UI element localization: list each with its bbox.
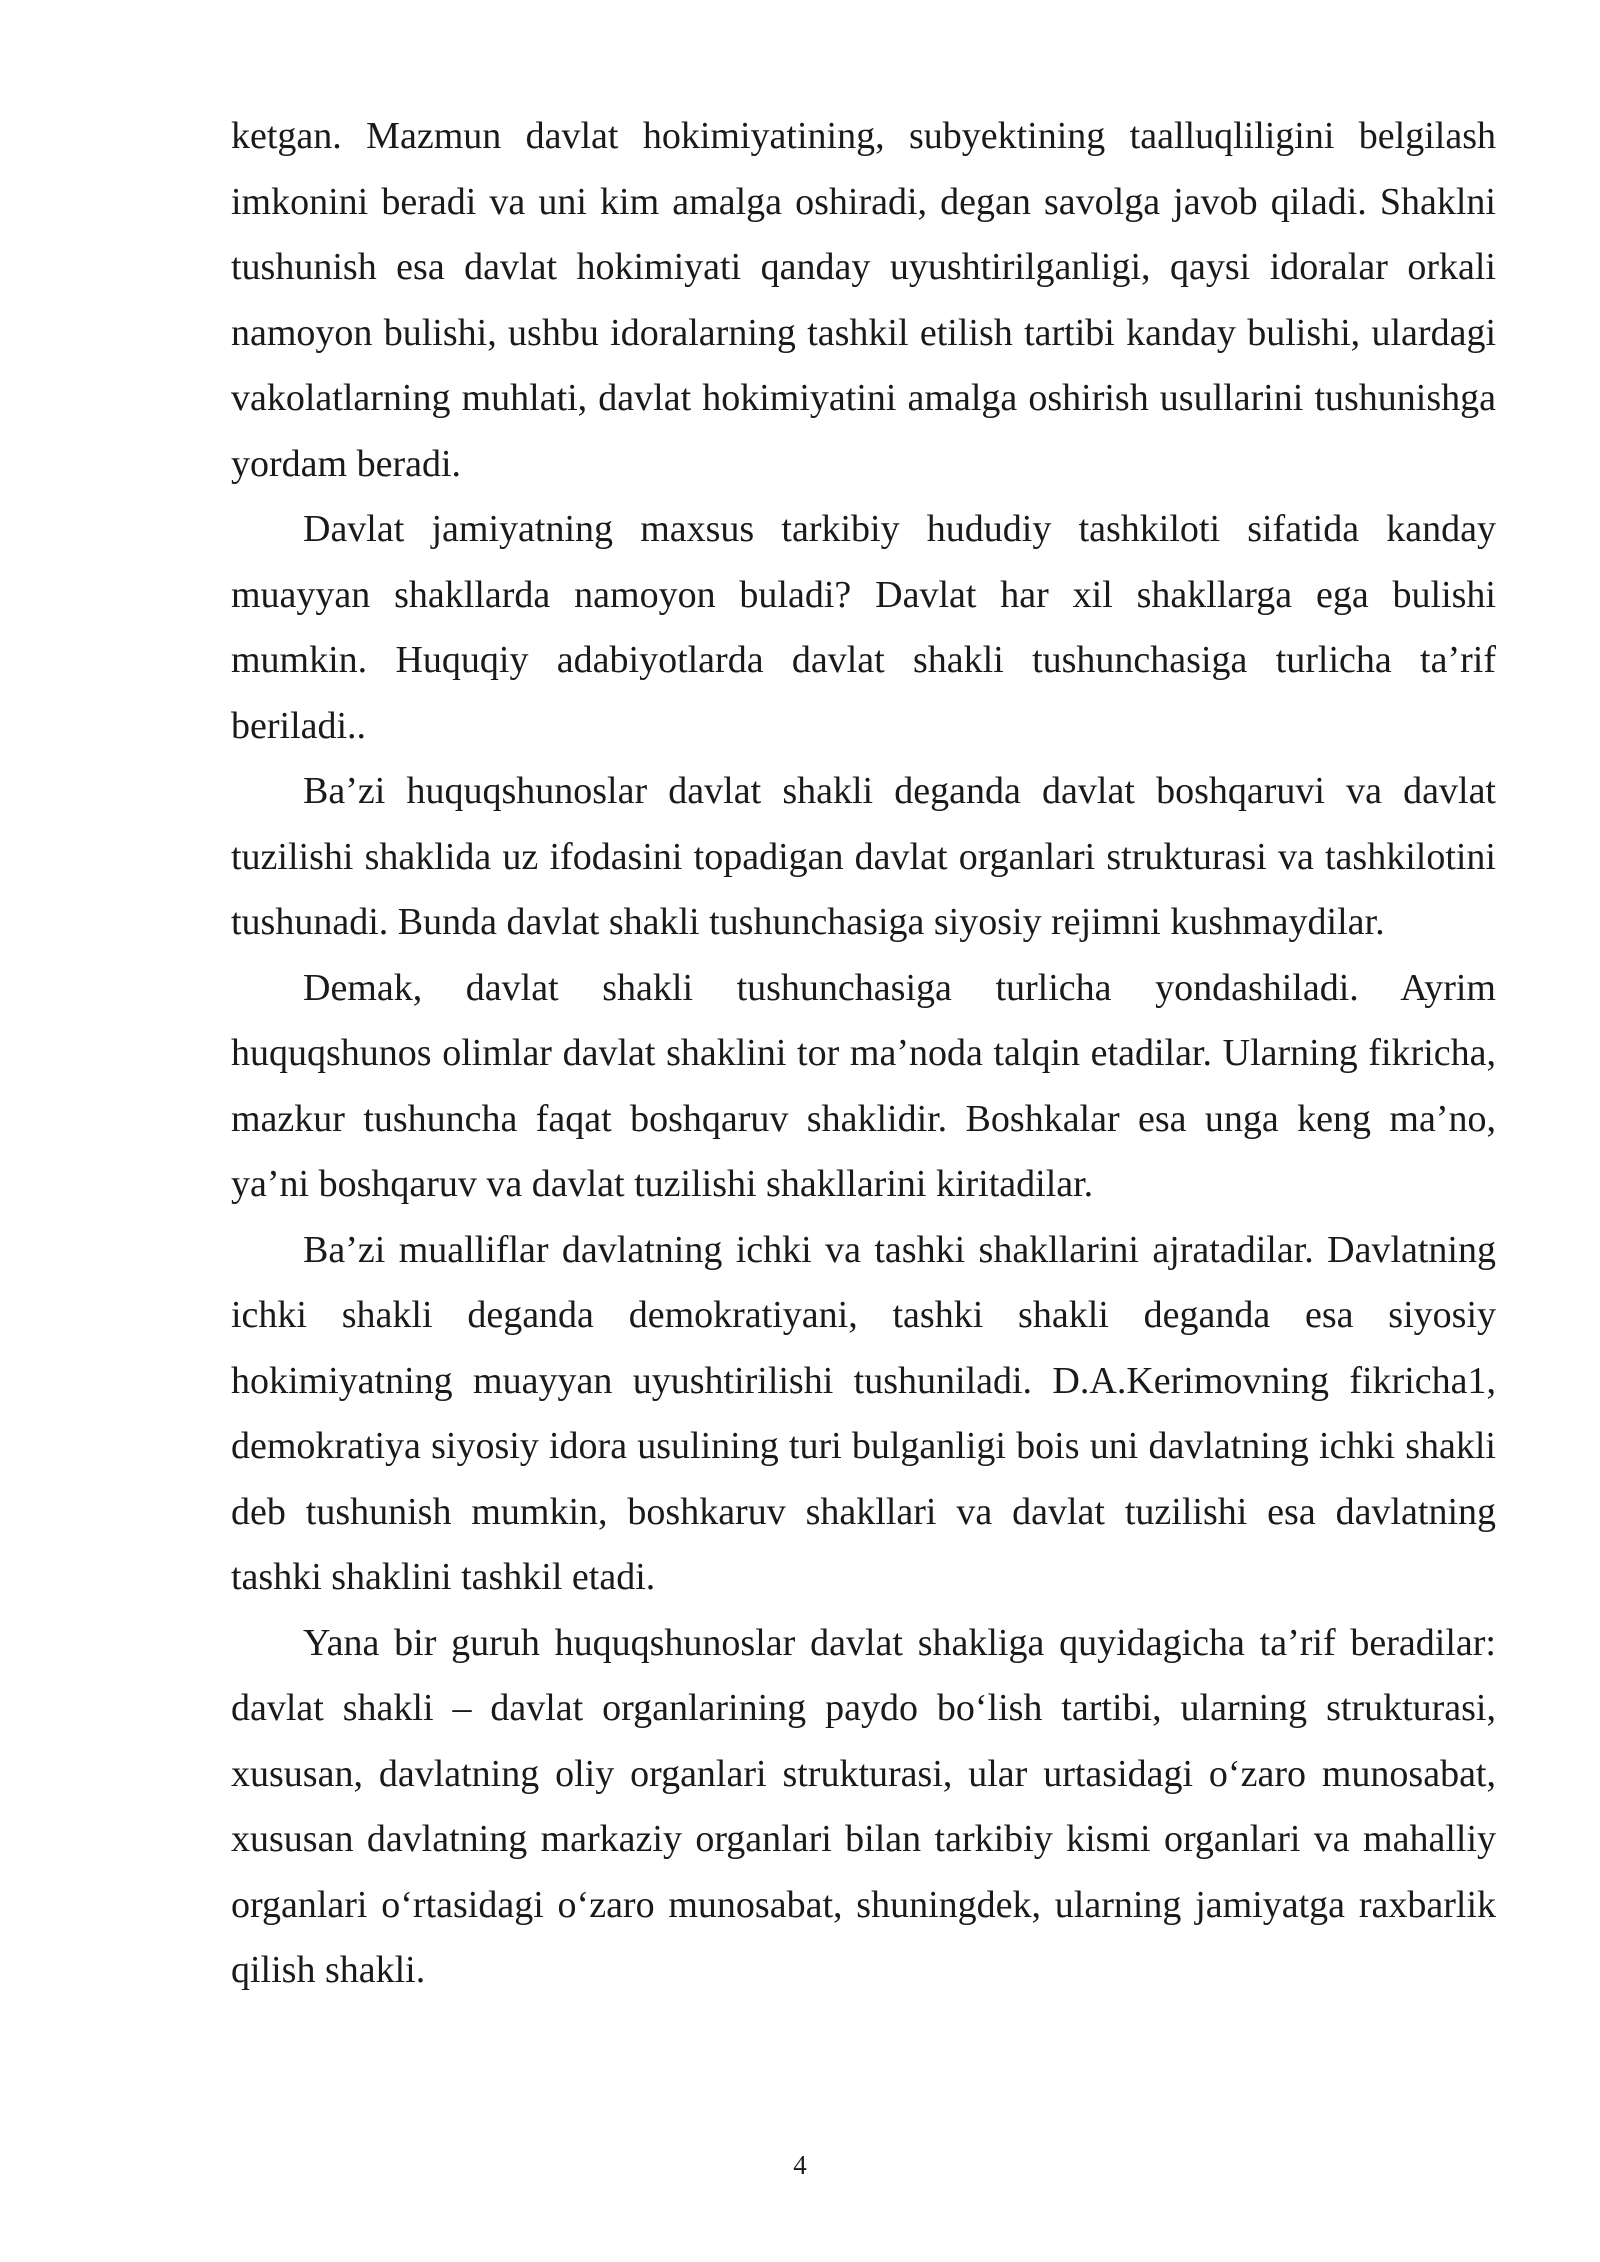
paragraph-broad-definition: Yana bir guruh huquqshunoslar davlat shakliga quyidagicha ta’rif beradilar: davlat shakli – davlat organlarining paydo bo‘lish tartibi, ularning strukturasi, xususan, davlatning oliy organlari strukturasi, ular urtasidagi o‘zaro munosabat, xususan davlatning markaziy organlari bilan tarkibiy kismi organlari va mahalliy organlari o‘rtasidagi o‘zaro munosabat, shuningdek, ularning jamiyatga raxbarlik qilish shakli. (231, 1621, 1496, 1991)
paragraph-state-forms-intro: Davlat jamiyatning maxsus tarkibiy hududiy tashkiloti sifatida kanday muayyan shakllarda namoyon buladi? Davlat har xil shakllarga ega bulishi mumkin. Huquqiy adabiyotlarda davlat shakli tushunchasiga turlicha ta’rif beriladi.. (231, 508, 1496, 747)
page-number: 4 (793, 2150, 807, 2180)
paragraph-approaches: Demak, davlat shakli tushunchasiga turlicha yondashiladi. Ayrim huquqshunos olimlar davlat shaklini tor ma’noda talqin etadilar. Ularning fikricha, mazkur tushuncha faqat boshqaruv shaklidir. Boshkalar esa unga keng ma’no, ya’ni boshqaruv va davlat tuzilishi shakllarini kiritadilar. (231, 966, 1496, 1205)
paragraph-continuation: ketgan. Mazmun davlat hokimiyatining, subyektining taalluqliligini belgilash imkonini beradi va uni kim amalga oshiradi, degan savolga javob qiladi. Shaklni tushunish esa davlat hokimiyati qanday uyushtirilganligi, qaysi idoralar orkali namoyon bulishi, ushbu idoralarning tashkil etilish tartibi kanday bulishi, ulardagi vakolatlarning muhlati, davlat hokimiyatini amalga oshirish usullarini tushunishga yordam beradi. (231, 115, 1496, 485)
paragraph-narrow-definition: Ba’zi huquqshunoslar davlat shakli deganda davlat boshqaruvi va davlat tuzilishi shaklida uz ifodasini topadigan davlat organlari strukturasi va tashkilotini tushunadi. Bunda davlat shakli tushunchasiga siyosiy rejimni kushmaydilar. (231, 770, 1496, 943)
body-text (231, 104, 1496, 2004)
paragraph-internal-external-forms: Ba’zi mualliflar davlatning ichki va tashki shakllarini ajratadilar. Davlatning ichki shakli deganda demokratiyani, tashki shakli deganda esa siyosiy hokimiyatning muayyan uyushtirilishi tushuniladi. D.A.Kerimovning fikricha1, demokratiya siyosiy idora usulining turi bulganligi bois uni davlatning ichki shakli deb tushunish mumkin, boshkaruv shakllari va davlat tuzilishi esa davlatning tashki shaklini tashkil etadi. (231, 1228, 1496, 1598)
